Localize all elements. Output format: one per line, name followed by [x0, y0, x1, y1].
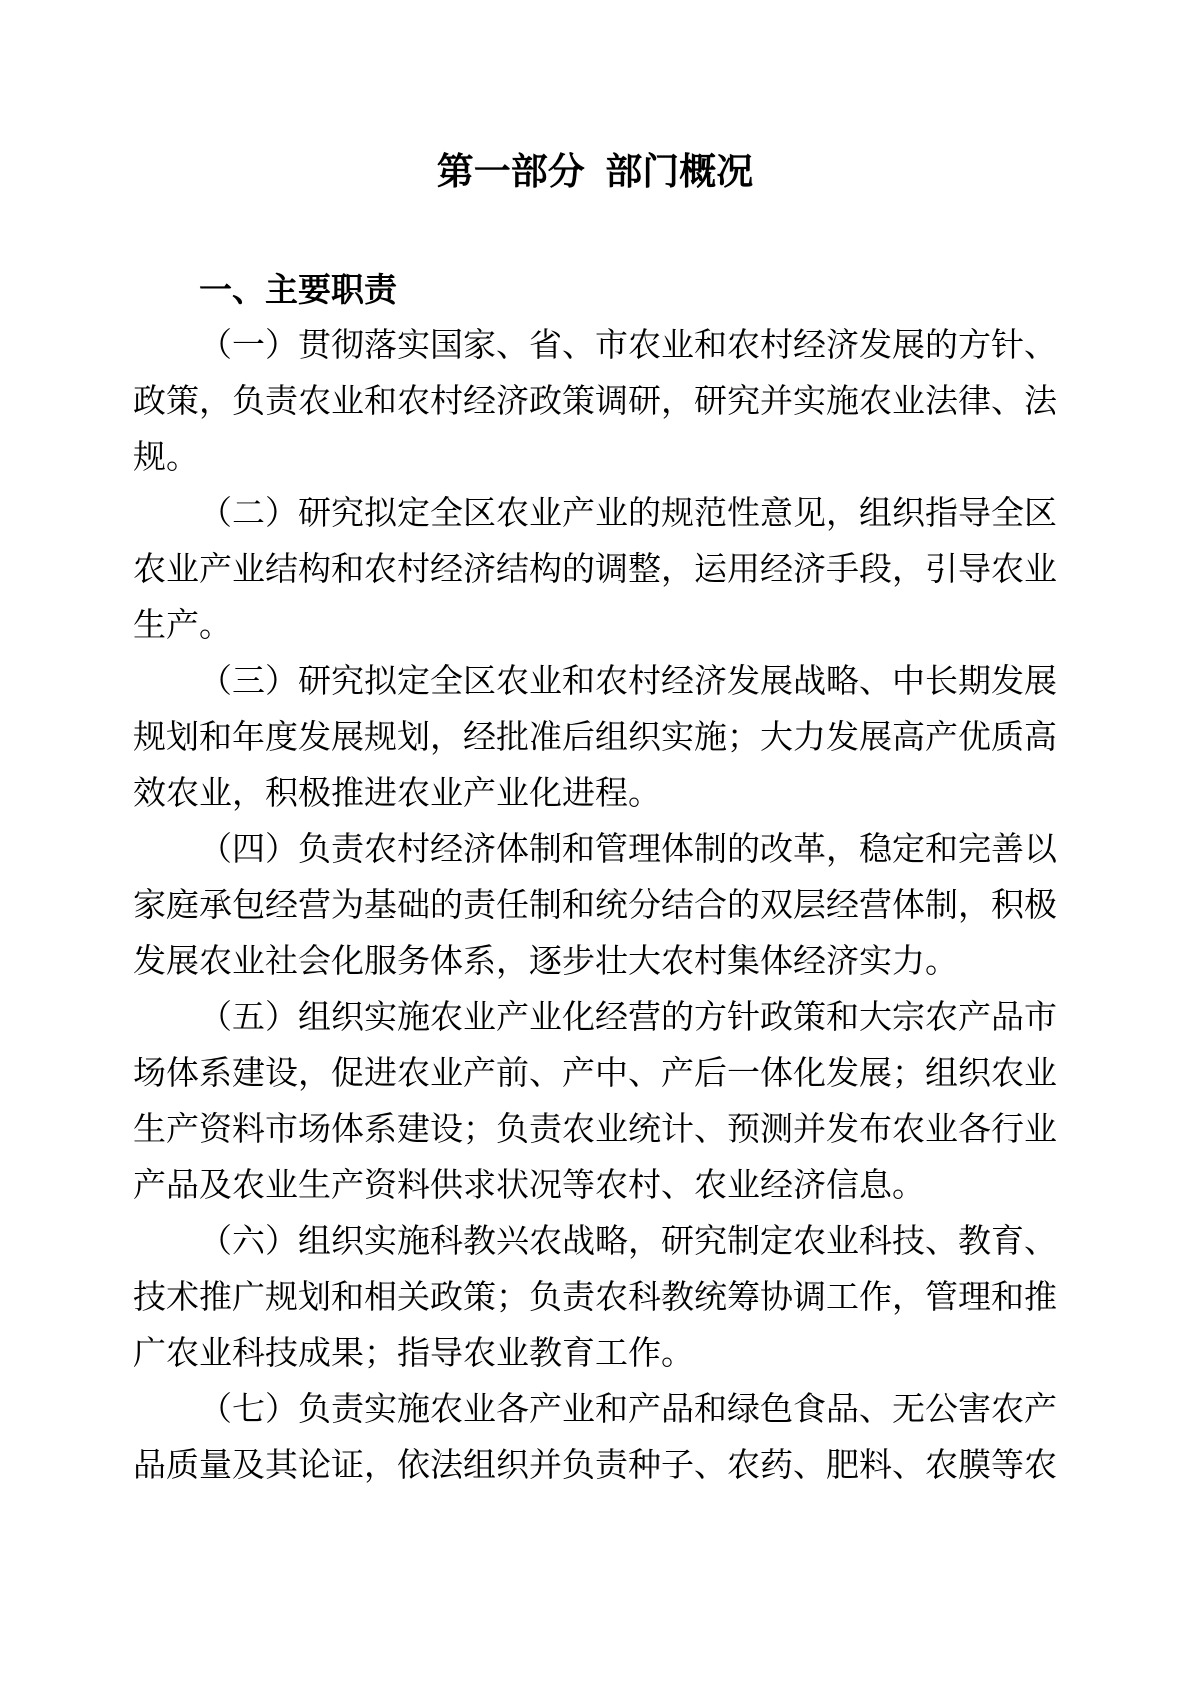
paragraph-duty-1: （一）贯彻落实国家、省、市农业和农村经济发展的方针、政策，负责农业和农村经济政策调研，研究并实施农业法律、法规。: [133, 328, 1057, 476]
section-heading: 一、主要职责: [199, 271, 397, 308]
paragraph-duty-4: （四）负责农村经济体制和管理体制的改革，稳定和完善以家庭承包经营为基础的责任制和统分结合的双层经营体制，积极发展农业社会化服务体系，逐步壮大农村集体经济实力。: [133, 832, 1057, 980]
document-body: [133, 262, 1057, 1494]
paragraph-duty-6: （六）组织实施科教兴农战略，研究制定农业科技、教育、技术推广规划和相关政策；负责农科教统筹协调工作，管理和推广农业科技成果；指导农业教育工作。: [133, 1224, 1057, 1372]
document-title: 第一部分 部门概况: [436, 151, 754, 192]
paragraph-duty-5: （五）组织实施农业产业化经营的方针政策和大宗农产品市场体系建设，促进农业产前、产中、产后一体化发展；组织农业生产资料市场体系建设；负责农业统计、预测并发布农业各行业产品及农业生产资料供求状况等农村、农业经济信息。: [133, 1000, 1057, 1204]
paragraph-duty-2: （二）研究拟定全区农业产业的规范性意见，组织指导全区农业产业结构和农村经济结构的调整，运用经济手段，引导农业生产。: [133, 496, 1057, 644]
paragraph-duty-3: （三）研究拟定全区农业和农村经济发展战略、中长期发展规划和年度发展规划，经批准后组织实施；大力发展高产优质高效农业，积极推进农业产业化进程。: [133, 664, 1057, 812]
paragraph-duty-7: （七）负责实施农业各产业和产品和绿色食品、无公害农产品质量及其论证，依法组织并负责种子、农药、肥料、农膜等农: [133, 1392, 1057, 1484]
